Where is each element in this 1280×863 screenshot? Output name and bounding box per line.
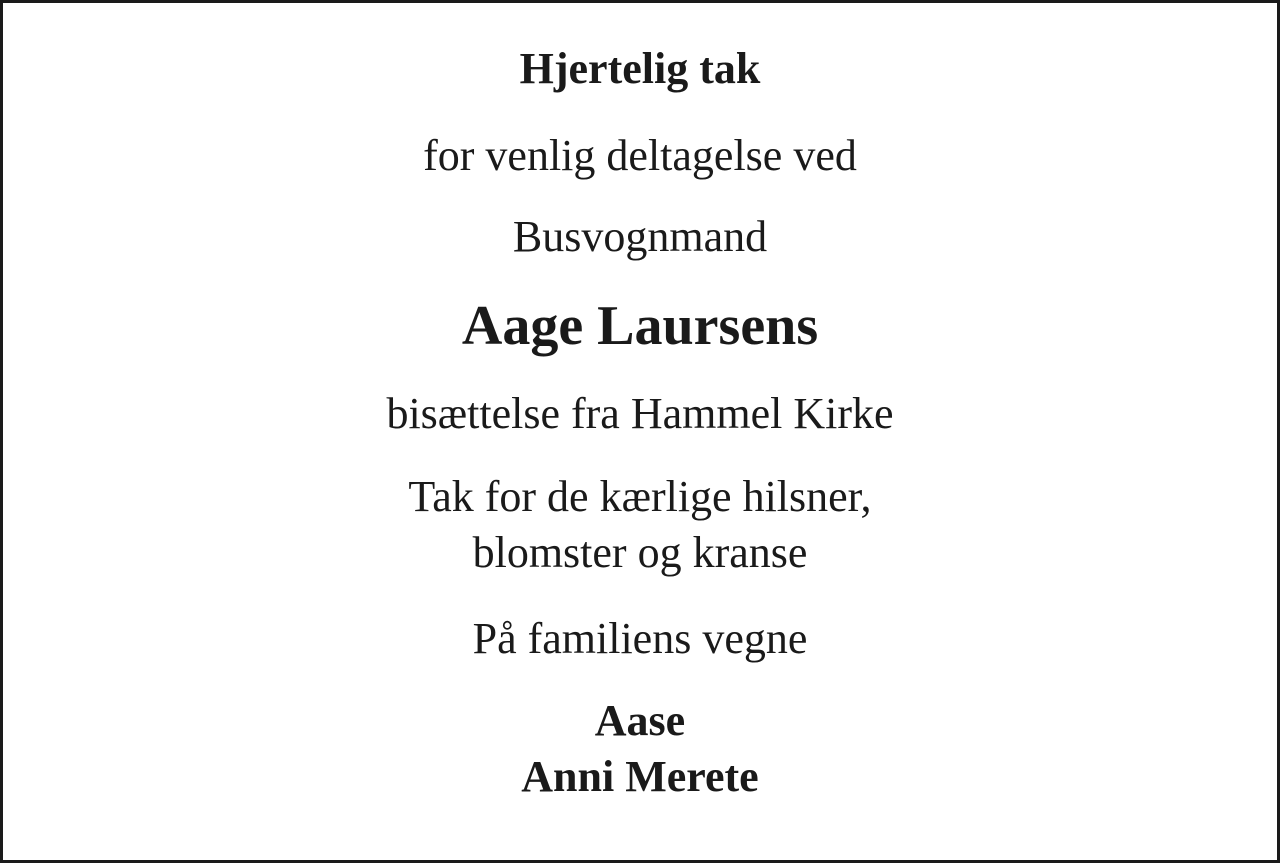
signers bbox=[3, 693, 1277, 805]
signoff-text: På familiens vegne bbox=[472, 614, 808, 663]
deceased-title: Busvognmand bbox=[512, 212, 768, 261]
thanks-line: Tak for de kærlige hilsner, bbox=[408, 472, 872, 521]
thanks-text bbox=[3, 469, 1277, 581]
notice-intro: for venlig deltagelse ved bbox=[423, 131, 857, 180]
signer-name: Anni Merete bbox=[521, 752, 759, 801]
deceased-name: Aage Laursens bbox=[461, 295, 819, 357]
ceremony-text: bisættelse fra Hammel Kirke bbox=[386, 389, 894, 438]
signer-name: Aase bbox=[594, 696, 686, 745]
thanks-line: blomster og kranse bbox=[472, 528, 808, 577]
notice-heading: Hjertelig tak bbox=[519, 44, 761, 93]
